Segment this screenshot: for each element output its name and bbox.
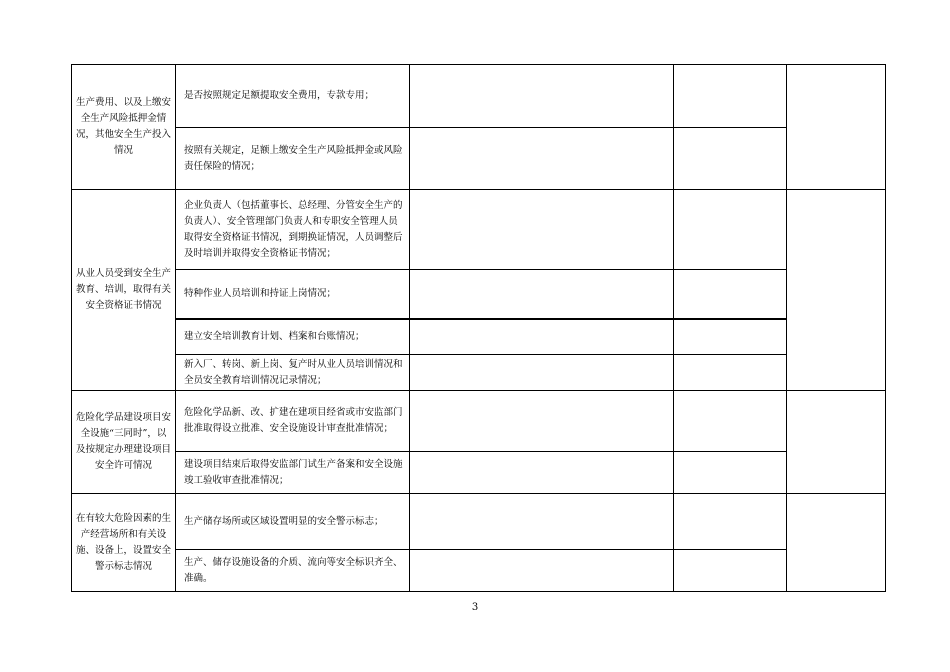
category-cell <box>72 65 175 189</box>
inspection-table <box>71 64 886 592</box>
item-cell <box>176 65 409 127</box>
column-divider <box>786 65 787 591</box>
column-divider <box>409 65 410 591</box>
item-text: 危险化学品新、改、扩建在建项目经省或市安监部门批准取得设立批准、安全设施设计审查批准情况； <box>184 407 403 434</box>
item-cell <box>176 190 409 269</box>
item-text: 生产、储存设施设备的介质、流向等安全标识齐全、准确。 <box>184 556 403 584</box>
item-cell <box>176 391 409 451</box>
item-cell <box>176 550 409 591</box>
item-text: 新入厂、转岗、新上岗、复产时从业人员培训情况和全员安全教育培训情况记录情况； <box>184 358 403 386</box>
column-divider <box>673 65 674 591</box>
category-text: 在有较大危险因素的生产经营场所和有关设施、设备上，设置安全警示标志情况 <box>76 512 172 572</box>
page-number: 3 <box>471 602 479 613</box>
item-text: 生产储存场所或区域设置明显的安全警示标志； <box>184 515 384 527</box>
item-cell <box>176 452 409 493</box>
category-text: 生产费用、以及上缴安全生产风险抵押金情况，其他安全生产投入情况 <box>76 97 172 156</box>
category-cell <box>72 391 175 493</box>
category-text: 危险化学品建设项目安全设施“三同时”，以及按规定办理建设项目安全许可情况 <box>76 412 172 471</box>
item-text: 建设项目结束后取得安监部门试生产备案和安全设施竣工验收审查批准情况； <box>184 458 403 486</box>
item-text: 企业负责人（包括董事长、总经理、分管安全生产的负责人）、安全管理部门负责人和专职安全管理人员取得安全资格证书情况，到期换证情况，人员调整后及时培训并取得安全资格证书情况； <box>184 199 403 259</box>
item-text: 特种作业人员培训和持证上岗情况； <box>184 288 337 299</box>
category-text: 从业人员受到安全生产教育、培训，取得有关安全资格证书情况 <box>76 268 172 311</box>
item-text: 按照有关规定，足额上缴安全生产风险抵押金或风险责任保险的情况； <box>184 144 403 172</box>
category-cell <box>72 190 175 390</box>
item-cell <box>176 128 409 189</box>
category-cell <box>72 494 175 591</box>
item-text: 建立安全培训教育计划、档案和台账情况； <box>184 331 365 342</box>
item-cell <box>176 270 409 318</box>
item-cell <box>176 355 409 390</box>
item-cell <box>176 494 409 549</box>
item-cell <box>176 320 409 354</box>
item-text: 是否按照规定足额提取安全费用，专款专用； <box>184 90 375 101</box>
